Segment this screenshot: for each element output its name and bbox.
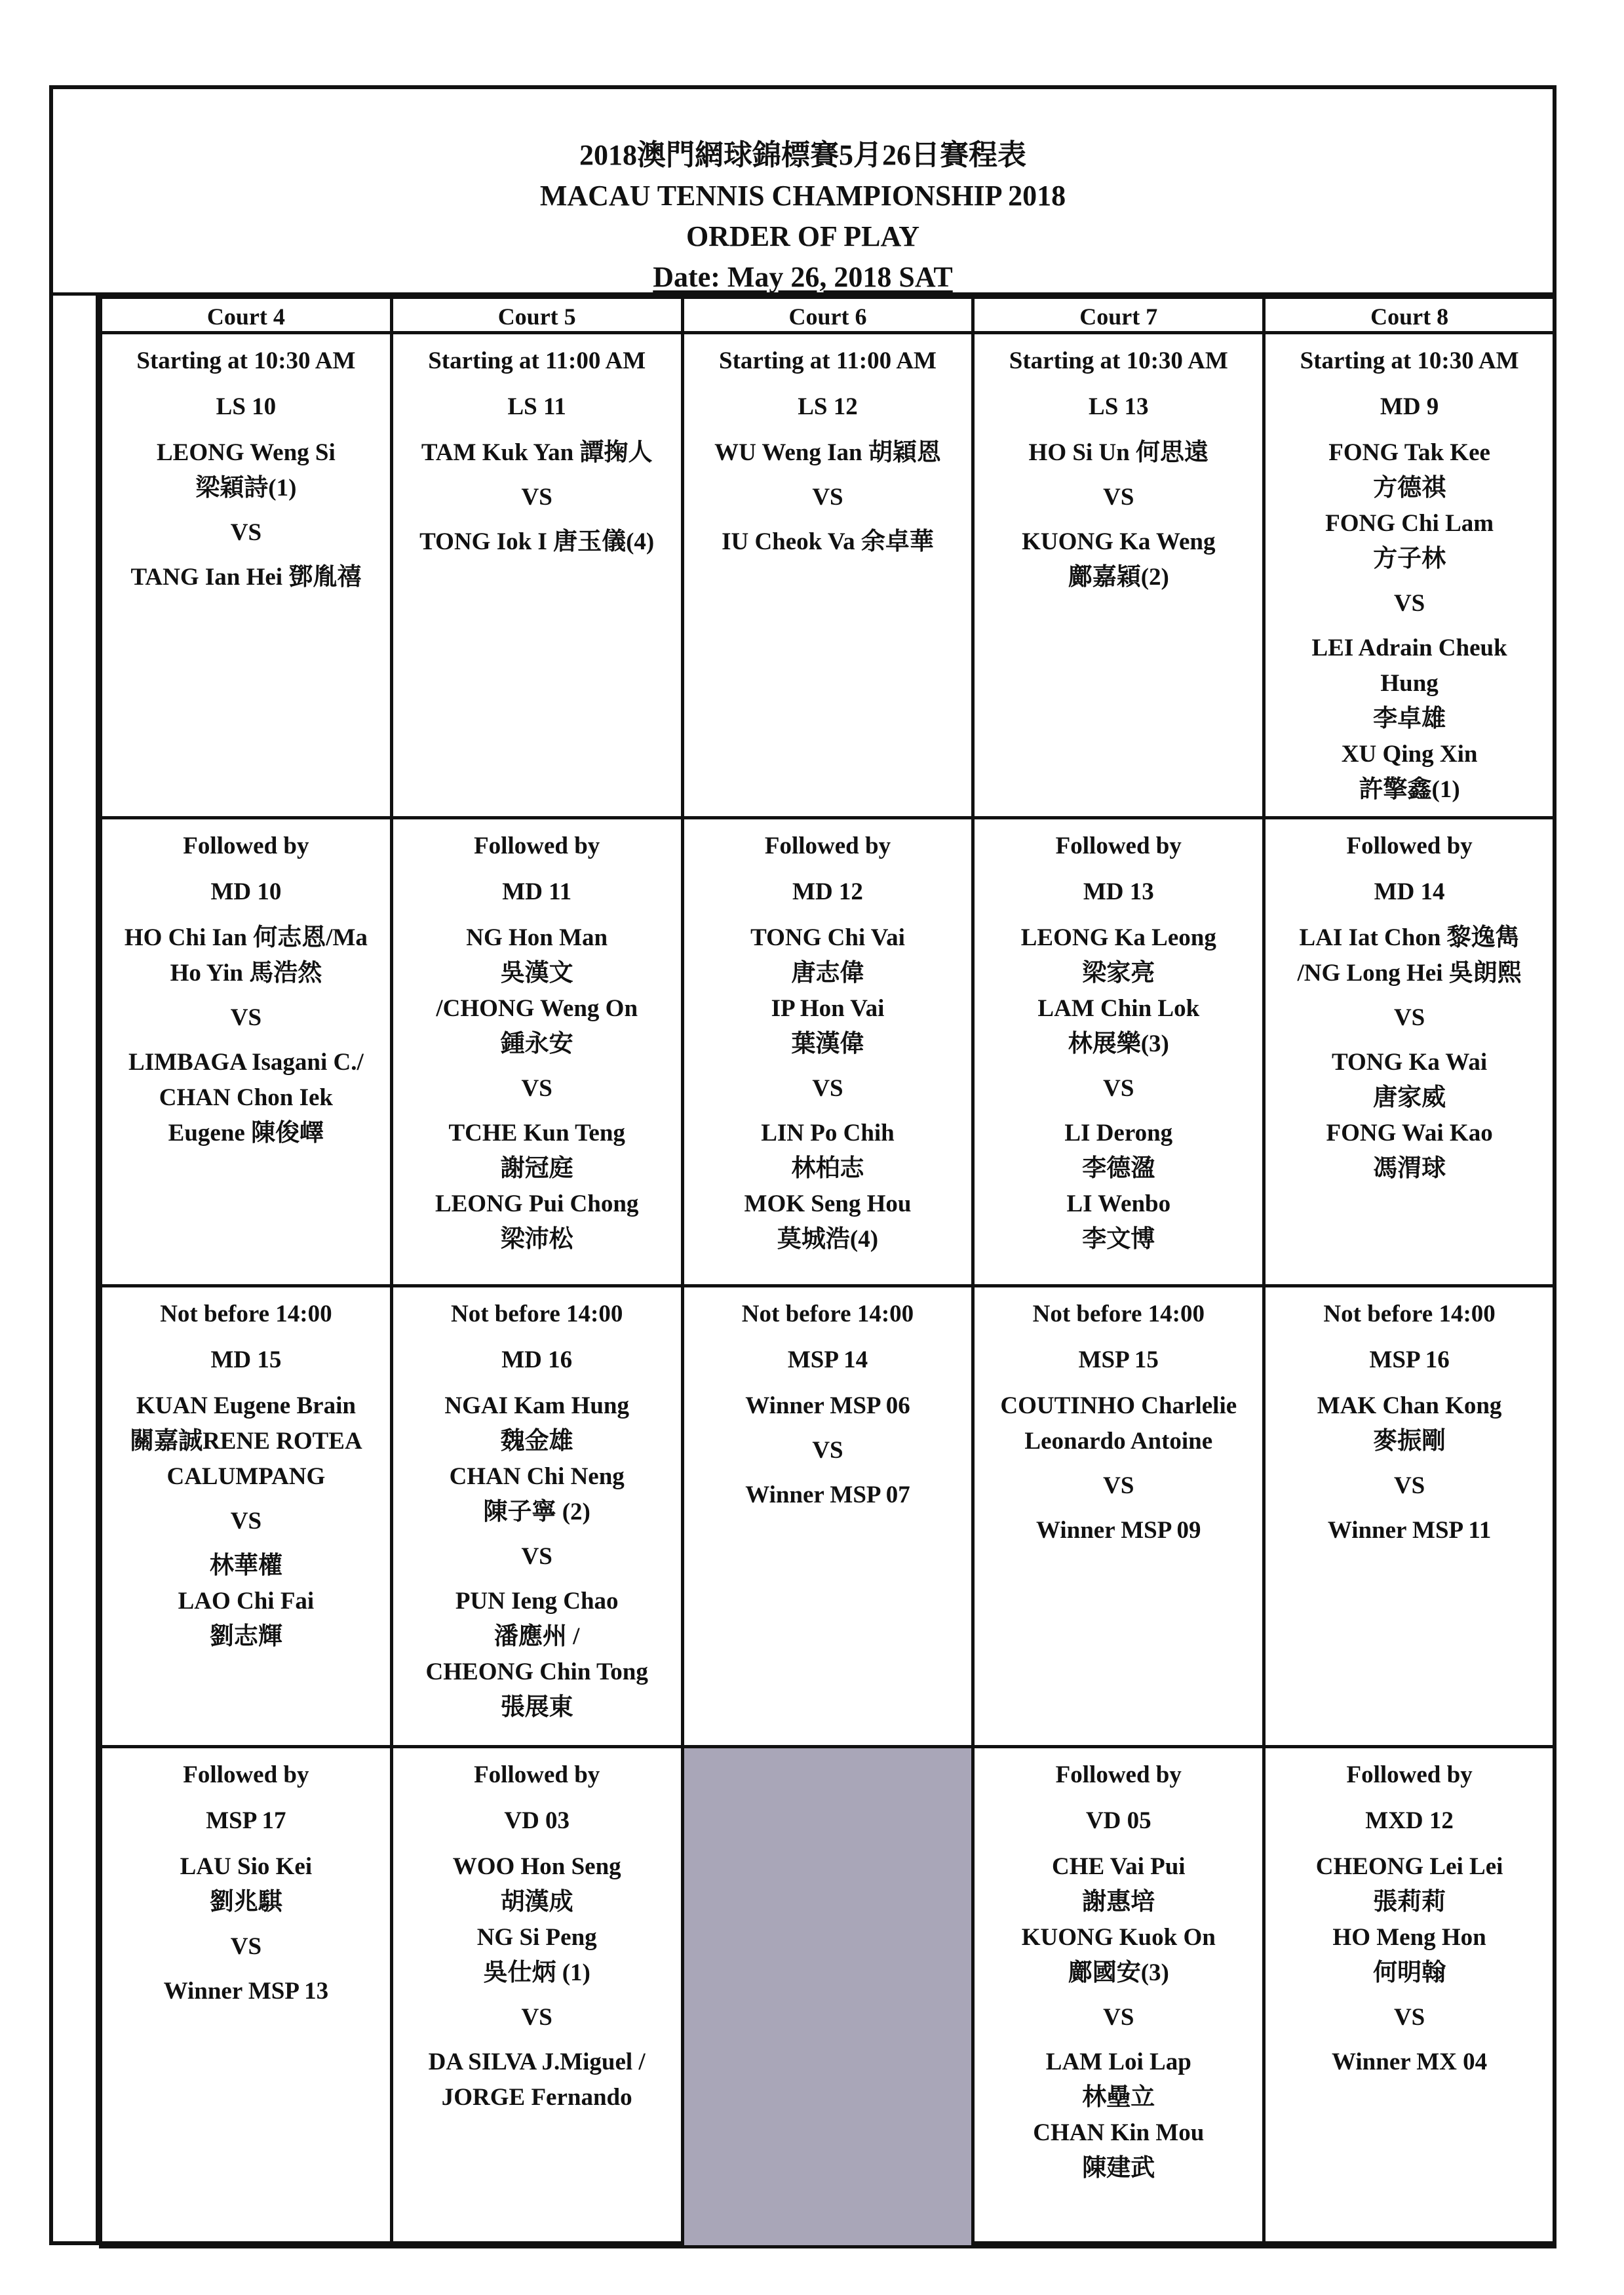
court-header-row — [101, 298, 1555, 333]
player-line: 葉漢偉 — [791, 1030, 864, 1057]
team-two — [688, 1116, 968, 1257]
player-line: KUONG Kuok On — [1021, 1924, 1216, 1951]
player-line: Winner MSP 13 — [163, 1978, 329, 2005]
player-line: TONG Chi Vai — [750, 924, 905, 951]
team-two — [1269, 1045, 1549, 1187]
player-line: 唐志偉 — [791, 960, 864, 987]
team-one — [397, 435, 677, 471]
team-two — [978, 1513, 1258, 1548]
match-event: MD 14 — [1374, 878, 1445, 905]
player-line: 吳漢文 — [500, 960, 573, 987]
player-line: CALUMPANG — [166, 1463, 326, 1490]
match-time: Starting at 10:30 AM — [1009, 347, 1228, 374]
team-two — [397, 2045, 677, 2115]
player-line: TANG Ian Hei 鄧胤禧 — [130, 564, 362, 591]
match-time: Followed by — [183, 833, 309, 859]
match-time: Not before 14:00 — [451, 1301, 623, 1327]
schedule-row — [101, 333, 1555, 818]
schedule-row — [101, 1747, 1555, 2247]
player-line: 何明翰 — [1373, 1959, 1446, 1986]
match-cell — [391, 1747, 682, 2247]
empty-match-cell — [682, 1747, 973, 2247]
match-time: Not before 14:00 — [741, 1301, 914, 1327]
match-cell — [682, 333, 973, 818]
player-line: 林柏志 — [791, 1155, 864, 1182]
player-line: Winner MX 04 — [1332, 2049, 1488, 2075]
order-of-play-sheet — [49, 85, 1556, 2245]
team-two — [688, 524, 968, 560]
court-header: Court 6 — [682, 298, 973, 333]
player-line: LAM Loi Lap — [1045, 2049, 1191, 2075]
match-cell — [682, 818, 973, 1286]
match-event: VD 05 — [1085, 1807, 1151, 1834]
player-line: 謝惠培 — [1082, 1889, 1155, 1915]
player-line: 唐家威 — [1373, 1084, 1446, 1111]
player-line: 謝冠庭 — [500, 1155, 573, 1182]
team-two — [106, 560, 386, 595]
player-line: 梁家亮 — [1082, 960, 1155, 987]
match-cell — [973, 333, 1264, 818]
match-event: MD 11 — [502, 878, 572, 905]
match-cell — [101, 818, 392, 1286]
player-line: LEONG Ka Leong — [1020, 924, 1216, 951]
player-line: PUN Ieng Chao — [455, 1588, 619, 1615]
player-line: 馮渭球 — [1373, 1155, 1446, 1182]
player-line: Winner MSP 09 — [1036, 1517, 1201, 1544]
schedule-table — [99, 296, 1556, 2248]
team-two — [397, 1584, 677, 1725]
player-line: CHEONG Lei Lei — [1315, 1853, 1503, 1880]
team-two — [1269, 2045, 1549, 2080]
team-two — [978, 1116, 1258, 1257]
team-one — [1269, 1388, 1549, 1459]
match-time: Followed by — [474, 833, 600, 859]
player-line: 鍾永安 — [500, 1030, 573, 1057]
match-time: Starting at 10:30 AM — [1300, 347, 1519, 374]
player-line: TCHE Kun Teng — [448, 1120, 625, 1147]
match-event: MSP 15 — [1078, 1346, 1159, 1373]
player-line: IP Hon Vai — [771, 995, 885, 1022]
player-line: LI Derong — [1064, 1120, 1173, 1147]
team-one — [397, 1849, 677, 1991]
match-time: Not before 14:00 — [1032, 1301, 1205, 1327]
player-line: DA SILVA J.Miguel / — [428, 2049, 646, 2075]
team-one — [688, 435, 968, 471]
player-line: 胡漢成 — [500, 1889, 573, 1915]
player-line: 梁沛松 — [500, 1226, 573, 1253]
player-line: HO Si Un 何思遠 — [1028, 439, 1209, 466]
team-one — [1269, 920, 1549, 991]
match-time: Followed by — [183, 1761, 309, 1788]
player-line: /NG Long Hei 吳朗熙 — [1297, 960, 1522, 987]
title-order-of-play: ORDER OF PLAY — [686, 220, 920, 252]
versus-label: VS — [1393, 1472, 1425, 1499]
versus-label: VS — [812, 1437, 843, 1464]
left-margin-column — [53, 296, 99, 2241]
player-line: 吳仕炳 (1) — [483, 1959, 590, 1986]
versus-label: VS — [1103, 1075, 1134, 1102]
player-line: CHEONG Chin Tong — [425, 1658, 648, 1685]
player-line: WOO Hon Seng — [452, 1853, 621, 1880]
versus-label: VS — [1103, 1472, 1134, 1499]
versus-label: VS — [1103, 2004, 1134, 2031]
player-line: LEONG Pui Chong — [435, 1190, 639, 1217]
team-one — [688, 920, 968, 1062]
player-line: HO Meng Hon — [1332, 1924, 1486, 1951]
player-line: 林華權 — [209, 1552, 282, 1579]
player-line: NGAI Kam Hung — [444, 1392, 630, 1419]
player-line: 方德祺 — [1373, 475, 1446, 501]
versus-label: VS — [521, 484, 552, 511]
match-time: Starting at 11:00 AM — [428, 347, 646, 374]
match-time: Followed by — [1055, 1761, 1182, 1788]
match-event: LS 12 — [798, 393, 858, 420]
player-line: 梁穎詩(1) — [195, 475, 297, 501]
match-time: Followed by — [1346, 833, 1473, 859]
versus-label: VS — [812, 1075, 843, 1102]
match-event: MSP 14 — [787, 1346, 868, 1373]
player-line: KUAN Eugene Brain — [136, 1392, 356, 1419]
match-cell — [101, 333, 392, 818]
match-event: LS 11 — [507, 393, 566, 420]
player-line: JORGE Fernando — [441, 2084, 632, 2111]
team-two — [688, 1478, 968, 1513]
player-line: LEI Adrain Cheuk — [1311, 635, 1507, 661]
court-header: Court 5 — [391, 298, 682, 333]
match-cell — [973, 818, 1264, 1286]
player-line: MOK Seng Hou — [744, 1190, 912, 1217]
title-date: Date: May 26, 2018 SAT — [653, 261, 953, 293]
player-line: LAM Chin Lok — [1037, 995, 1200, 1022]
versus-label: VS — [1103, 484, 1134, 511]
match-time: Not before 14:00 — [160, 1301, 332, 1327]
team-one — [397, 920, 677, 1062]
match-cell — [391, 1286, 682, 1747]
player-line: TAM Kuk Yan 譚掬人 — [421, 439, 653, 466]
player-line: TONG Iok I 唐玉儀(4) — [419, 528, 655, 555]
match-event: MSP 17 — [206, 1807, 286, 1834]
player-line: COUTINHO Charlelie — [1000, 1392, 1237, 1419]
match-time: Followed by — [474, 1761, 600, 1788]
player-line: Eugene 陳俊嶧 — [168, 1120, 324, 1147]
player-line: IU Cheok Va 余卓華 — [722, 528, 934, 555]
team-two — [106, 1548, 386, 1655]
team-one — [106, 920, 386, 991]
player-line: NG Hon Man — [466, 924, 608, 951]
match-cell — [1264, 818, 1555, 1286]
match-event: MXD 12 — [1365, 1807, 1454, 1834]
player-line: 方子林 — [1373, 545, 1446, 572]
match-cell — [101, 1286, 392, 1747]
document-header — [53, 89, 1553, 296]
match-time: Not before 14:00 — [1323, 1301, 1496, 1327]
player-line: 劉志輝 — [209, 1623, 282, 1650]
player-line: 林壘立 — [1082, 2084, 1155, 2111]
player-line: 李文博 — [1082, 1226, 1155, 1253]
player-line: 潘應州 / — [493, 1623, 580, 1650]
versus-label: VS — [230, 1004, 262, 1031]
player-line: FONG Tak Kee — [1328, 439, 1490, 466]
match-event: LS 10 — [216, 393, 277, 420]
player-line: 李德溋 — [1082, 1155, 1155, 1182]
match-event: MD 16 — [501, 1346, 573, 1373]
versus-label: VS — [812, 484, 843, 511]
match-event: MD 9 — [1380, 393, 1439, 420]
player-line: 許擎鑫(1) — [1359, 776, 1460, 803]
player-line: 林展樂(3) — [1068, 1030, 1169, 1057]
match-event: MD 15 — [210, 1346, 282, 1373]
player-line: /CHONG Weng On — [436, 995, 638, 1022]
schedule-body — [101, 333, 1555, 2247]
player-line: KUONG Ka Weng — [1022, 528, 1216, 555]
match-time: Starting at 10:30 AM — [136, 347, 356, 374]
team-one — [978, 435, 1258, 471]
team-two — [106, 1045, 386, 1151]
versus-label: VS — [230, 1933, 262, 1960]
player-line: Winner MSP 07 — [745, 1481, 910, 1508]
match-cell — [1264, 1747, 1555, 2247]
player-line: 張展東 — [500, 1694, 573, 1721]
title-chinese: 2018澳門網球錦標賽5月26日賽程表 — [579, 139, 1026, 171]
match-time: Followed by — [1346, 1761, 1473, 1788]
team-one — [106, 1849, 386, 1920]
player-line: 張莉莉 — [1373, 1889, 1446, 1915]
match-event: MD 12 — [792, 878, 863, 905]
versus-label: VS — [521, 1543, 552, 1570]
match-cell — [1264, 333, 1555, 818]
match-cell — [1264, 1286, 1555, 1747]
schedule-row — [101, 1286, 1555, 1747]
match-event: LS 13 — [1089, 393, 1149, 420]
schedule-row — [101, 818, 1555, 1286]
player-line: CHAN Chi Neng — [449, 1463, 625, 1490]
player-line: Winner MSP 11 — [1327, 1517, 1492, 1544]
player-line: CHE Vai Pui — [1052, 1853, 1186, 1880]
team-one — [978, 920, 1258, 1062]
player-line: CHAN Chon Iek — [159, 1084, 333, 1111]
court-header: Court 7 — [973, 298, 1264, 333]
team-one — [978, 1849, 1258, 1991]
player-line: FONG Chi Lam — [1325, 510, 1494, 537]
player-line: Hung — [1380, 670, 1439, 697]
player-line: LIN Po Chih — [761, 1120, 895, 1147]
team-two — [1269, 631, 1549, 808]
match-event: MD 10 — [210, 878, 282, 905]
player-line: 陳建武 — [1082, 2155, 1155, 2182]
player-line: 麥振剛 — [1373, 1428, 1446, 1455]
player-line: 鄺國安(3) — [1068, 1959, 1169, 1986]
team-one — [106, 435, 386, 506]
versus-label: VS — [1393, 1004, 1425, 1031]
versus-label: VS — [230, 519, 262, 546]
court-header: Court 4 — [101, 298, 392, 333]
player-line: LAU Sio Kei — [180, 1853, 313, 1880]
player-line: FONG Wai Kao — [1326, 1120, 1493, 1147]
match-time: Starting at 11:00 AM — [719, 347, 937, 374]
player-line: NG Si Peng — [476, 1924, 597, 1951]
player-line: 關嘉誠RENE ROTEA — [130, 1428, 362, 1455]
match-event: MD 13 — [1083, 878, 1154, 905]
match-time: Followed by — [1055, 833, 1182, 859]
match-cell — [391, 333, 682, 818]
team-two — [106, 1974, 386, 2009]
match-event: VD 03 — [504, 1807, 570, 1834]
team-two — [397, 1116, 677, 1257]
match-cell — [973, 1747, 1264, 2247]
player-line: MAK Chan Kong — [1317, 1392, 1502, 1419]
player-line: XU Qing Xin — [1341, 741, 1478, 768]
player-line: WU Weng Ian 胡穎恩 — [714, 439, 941, 466]
player-line: Ho Yin 馬浩然 — [170, 960, 322, 987]
player-line: 鄺嘉穎(2) — [1068, 564, 1169, 591]
match-cell — [973, 1286, 1264, 1747]
player-line: Leonardo Antoine — [1024, 1428, 1213, 1455]
versus-label: VS — [521, 2004, 552, 2031]
player-line: Winner MSP 06 — [745, 1392, 910, 1419]
player-line: CHAN Kin Mou — [1033, 2119, 1205, 2146]
player-line: HO Chi Ian 何志恩/Ma — [124, 924, 368, 951]
team-two — [978, 524, 1258, 595]
versus-label: VS — [1393, 2004, 1425, 2031]
player-line: 陳子寧 (2) — [483, 1499, 590, 1525]
match-cell — [101, 1747, 392, 2247]
team-two — [978, 2045, 1258, 2186]
player-line: 劉兆騏 — [209, 1889, 282, 1915]
player-line: 李卓雄 — [1373, 705, 1446, 732]
team-one — [1269, 435, 1549, 577]
match-event: MSP 16 — [1369, 1346, 1450, 1373]
title-championship: MACAU TENNIS CHAMPIONSHIP 2018 — [539, 180, 1066, 212]
team-one — [397, 1388, 677, 1530]
team-one — [688, 1388, 968, 1424]
player-line: LAO Chi Fai — [178, 1588, 315, 1615]
team-one — [978, 1388, 1258, 1459]
match-cell — [682, 1286, 973, 1747]
match-time: Followed by — [764, 833, 891, 859]
match-cell — [391, 818, 682, 1286]
versus-label: VS — [521, 1075, 552, 1102]
team-one — [1269, 1849, 1549, 1991]
player-line: LI Wenbo — [1066, 1190, 1171, 1217]
team-two — [1269, 1513, 1549, 1548]
player-line: 莫城浩(4) — [777, 1226, 879, 1253]
versus-label: VS — [230, 1508, 262, 1535]
player-line: TONG Ka Wai — [1332, 1049, 1488, 1076]
versus-label: VS — [1393, 590, 1425, 617]
team-two — [397, 524, 677, 560]
player-line: LEONG Weng Si — [157, 439, 336, 466]
player-line: LAI Iat Chon 黎逸雋 — [1299, 924, 1520, 951]
court-header: Court 8 — [1264, 298, 1555, 333]
team-one — [106, 1388, 386, 1495]
player-line: 魏金雄 — [500, 1428, 573, 1455]
player-line: LIMBAGA Isagani C./ — [128, 1049, 364, 1076]
